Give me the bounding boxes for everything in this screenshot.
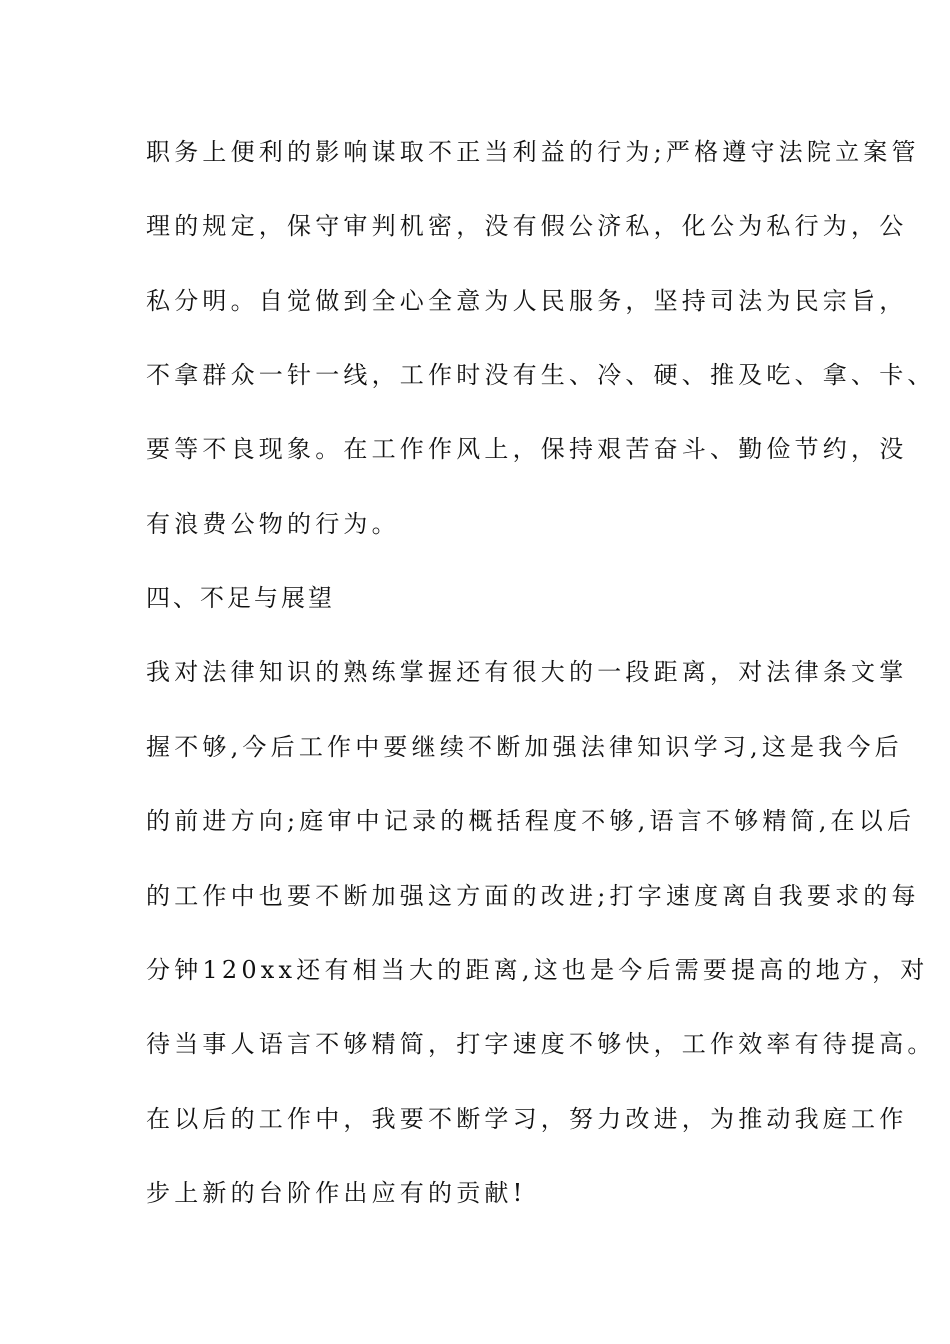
body-text-line: 理的规定，保守审判机密，没有假公济私，化公为私行为，公 [146,212,908,240]
body-text-line: 的前进方向;庭审中记录的概括程度不够,语言不够精简,在以后 [146,807,916,835]
body-text-line: 有浪费公物的行为。 [146,510,400,538]
body-text-line: 要等不良现象。在工作作风上，保持艰苦奋斗、勤俭节约，没 [146,435,908,463]
body-text-line: 的工作中也要不断加强这方面的改进;打字速度离自我要求的每 [146,882,920,910]
section-heading: 四、不足与展望 [146,584,335,612]
body-text-line: 步上新的台阶作出应有的贡献! [146,1179,527,1207]
body-text-line: 在以后的工作中，我要不断学习，努力改进，为推动我庭工作 [146,1105,908,1133]
body-text-line: 待当事人语言不够精简，打字速度不够快，工作效率有待提高。 [146,1030,936,1058]
body-text-line: 职务上便利的影响谋取不正当利益的行为;严格遵守法院立案管 [146,138,920,166]
body-text-line: 握不够,今后工作中要继续不断加强法律知识学习,这是我今后 [146,733,903,761]
body-text-line: 分钟120xx还有相当大的距离,这也是今后需要提高的地方，对 [146,956,929,984]
body-text-line: 我对法律知识的熟练掌握还有很大的一段距离，对法律条文掌 [146,658,908,686]
body-text-line: 不拿群众一针一线，工作时没有生、冷、硬、推及吃、拿、卡、 [146,361,936,389]
body-text-line: 私分明。自觉做到全心全意为人民服务，坚持司法为民宗旨， [146,287,908,315]
